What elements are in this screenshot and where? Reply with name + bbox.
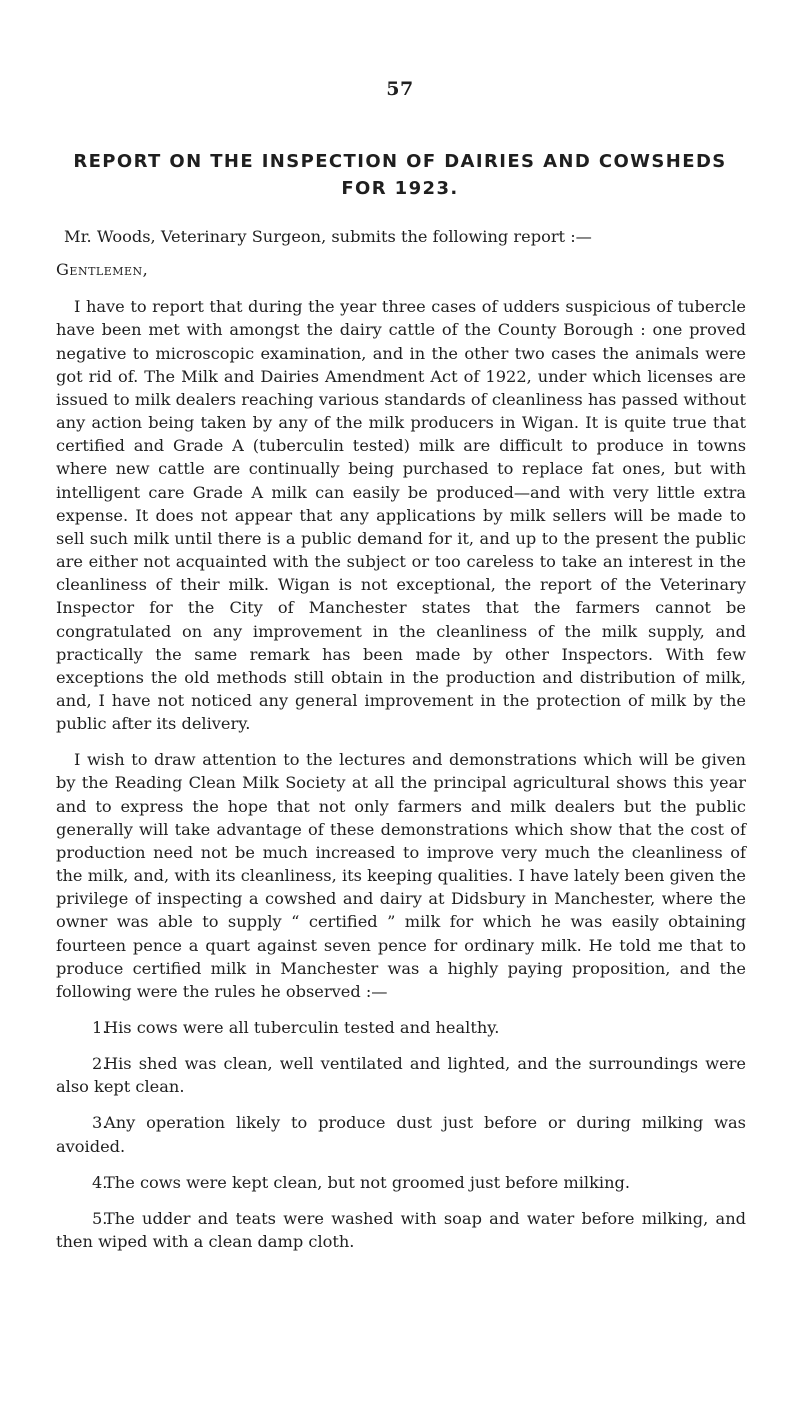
- rule-number: 5.: [92, 1208, 108, 1228]
- intro-line: Mr. Woods, Veterinary Surgeon, submits the following report :—: [64, 227, 592, 246]
- rule-text: His cows were all tuberculin tested and healthy.: [104, 1018, 500, 1037]
- report-title-line-1: REPORT ON THE INSPECTION OF DAIRIES AND COWSHEDS: [73, 151, 727, 172]
- rule-item: [56, 1052, 746, 1098]
- rule-number: 4.: [92, 1172, 108, 1192]
- paragraph-clean-milk-demonstrations: I wish to draw attention to the lectures and demonstrations which will be given by the Reading Clean Milk Society at all the principal agricultural shows this year and to express the hope that not only farmers and milk dealers but the public generally will take advantage of these demonstrations which show that the cost of production need not be much increased to improve very much the cleanliness of the milk, and, with its cleanliness, its keeping qualities. I have lately been given the privilege of inspecting a cowshed and dairy at Didsbury in Manchester, where the owner was able to supply “ certified ” milk for which he was easily obtaining fourteen pence a quart against seven pence for ordinary milk. He told me that to produce certified milk in Manchester was a highly paying proposition, and the following were the rules he observed :—: [56, 750, 746, 1001]
- paragraph-tuberculosis-report: I have to report that during the year three cases of udders suspicious of tubercle have been met with amongst the dairy cattle of the County Borough : one proved negative to microscopic examination, and in the other two cases the animals were got rid of. The Milk and Dairies Amendment Act of 1922, under which licenses are issued to milk dealers reaching various standards of cleanliness has passed without any action being taken by any of the milk producers in Wigan. It is quite true that certified and Grade A (tuberculin tested) milk are difficult to produce in towns where new cattle are continually being purchased to replace fat ones, but with intelligent care Grade A milk can easily be produced—and with very little extra expense. It does not appear that any applications by milk sellers will be made to sell such milk until there is a public demand for it, and up to the present the public are either not acquainted with the subject or too careless to take an interest in the cleanliness of their milk. Wigan is not exceptional, the report of the Veterinary Inspector for the City of Manchester states that the farmers cannot be congratulated on any improvement in the cleanliness of the milk supply, and practically the same remark has been made by other Inspectors. With few exceptions the old methods still obtain in the production and distribution of milk, and, I have not noticed any general improvement in the protection of milk by the public after its delivery.: [56, 297, 746, 734]
- rule-text: The cows were kept clean, but not groomed just before milking.: [104, 1172, 631, 1192]
- report-body: [56, 225, 746, 1266]
- rule-number: 2.: [92, 1054, 108, 1074]
- rule-number: 1.: [92, 1018, 108, 1037]
- page-number: 57: [386, 78, 414, 100]
- rule-text: Any operation likely to produce dust just before or during milking was avoided.: [56, 1113, 746, 1156]
- rule-item: [56, 1207, 746, 1253]
- salutation: Gentlemen,: [56, 260, 149, 280]
- rule-item: [56, 1016, 746, 1039]
- report-title: [50, 148, 750, 202]
- rule-text: His shed was clean, well ventilated and lighted, and the surroundings were also kept clean.: [56, 1054, 746, 1097]
- report-title-line-2: FOR 1923.: [341, 178, 459, 199]
- rule-number: 3.: [92, 1113, 108, 1133]
- rule-item: [56, 1111, 746, 1157]
- rule-text: The udder and teats were washed with soap and water before milking, and then wiped with a clean damp cloth.: [56, 1208, 746, 1252]
- rules-list: [56, 1016, 746, 1253]
- rule-item: [56, 1171, 746, 1194]
